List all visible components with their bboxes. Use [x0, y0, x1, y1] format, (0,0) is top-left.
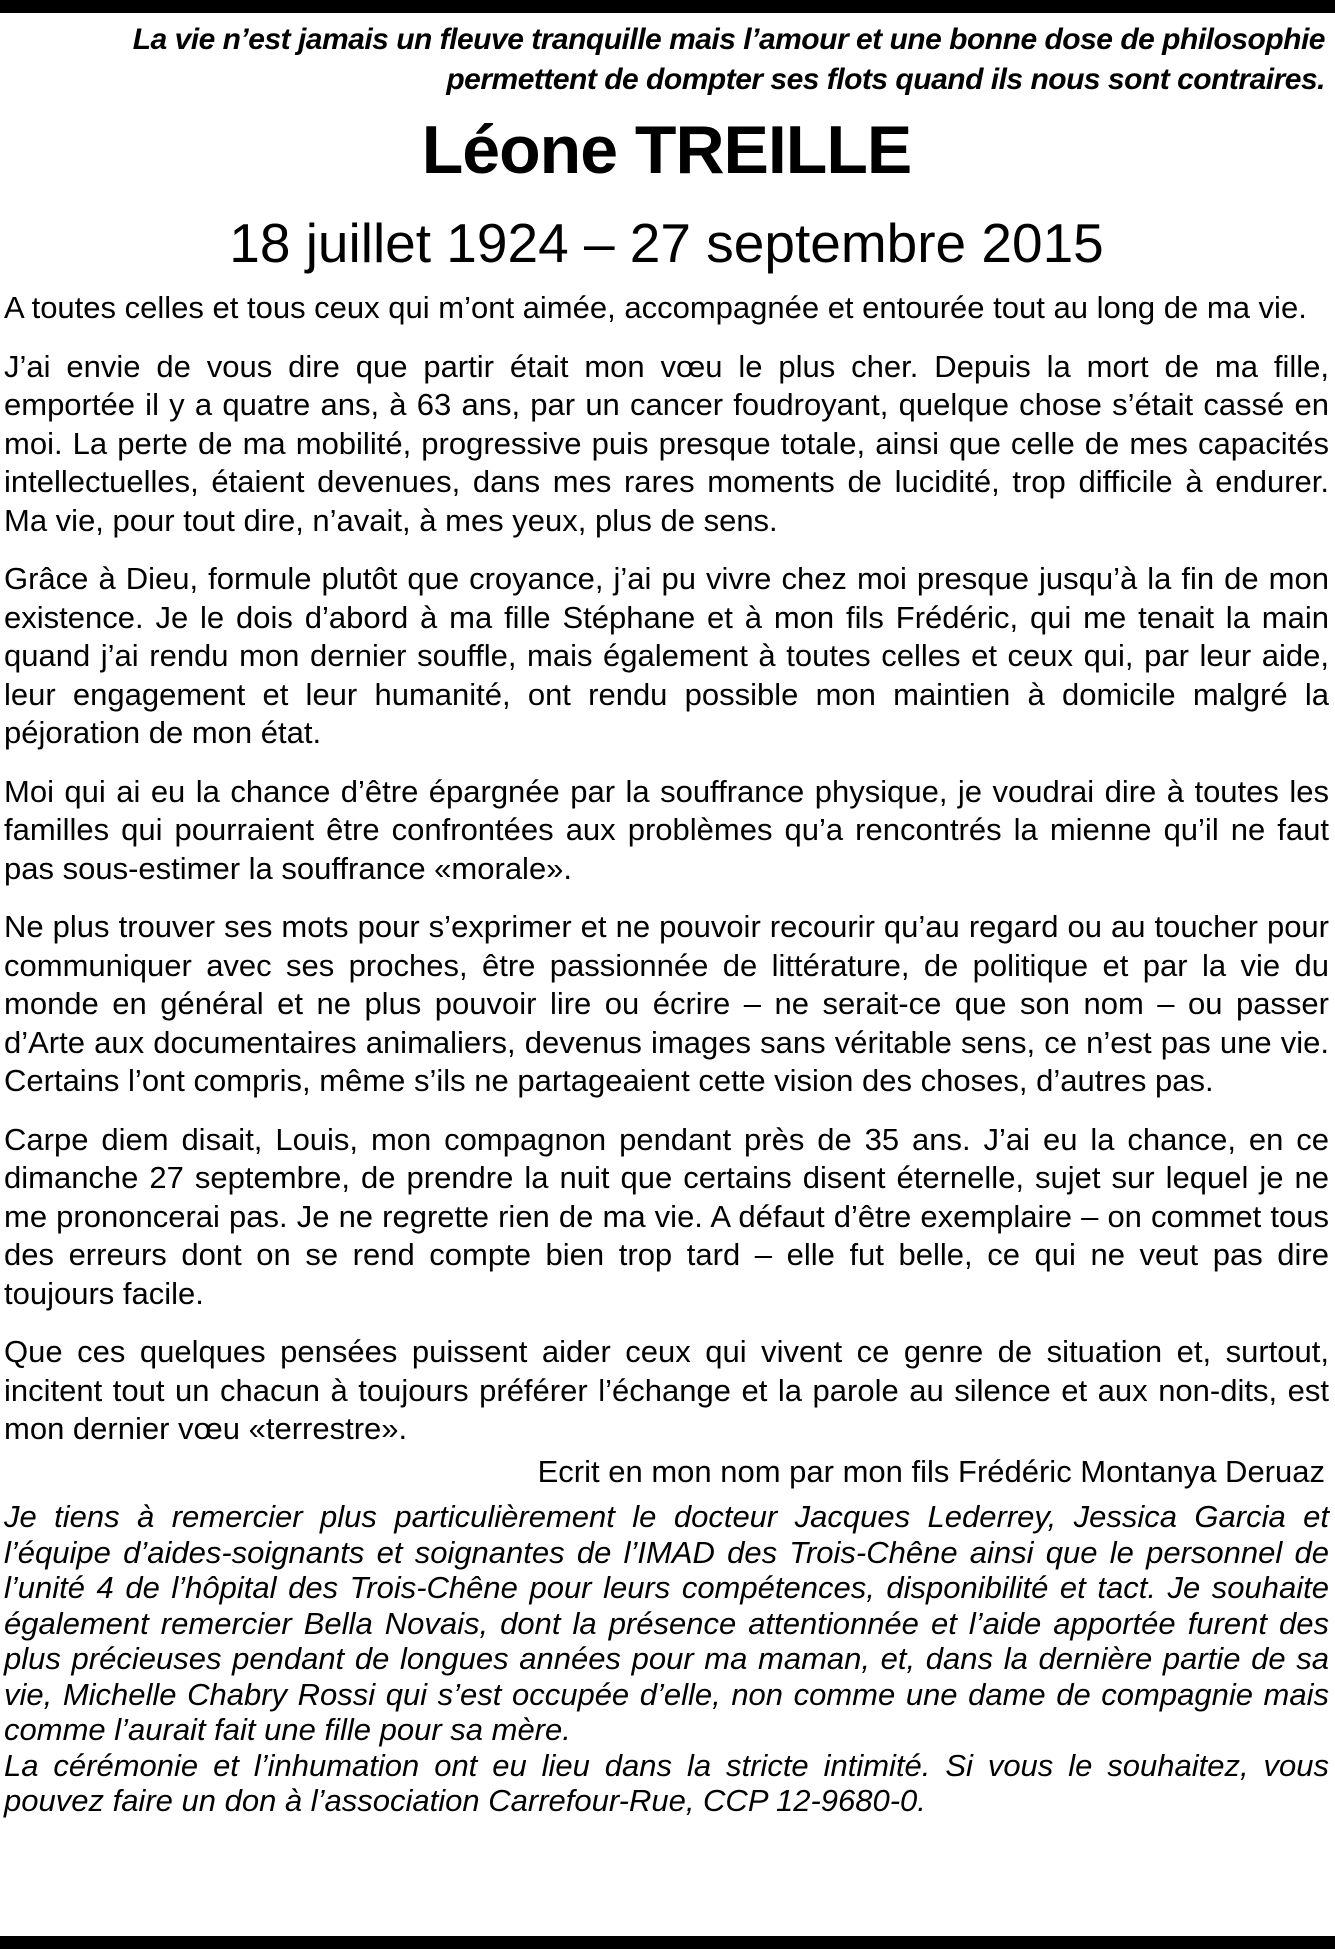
epigraph	[4, 20, 1329, 100]
acknowledgements	[4, 1499, 1329, 1819]
acknowledgement-paragraph: La cérémonie et l’inhumation ont eu lieu dans la stricte intimité. Si vous le souhaitez, vous pouvez faire un don à l’association Carrefour-Rue, CCP 12-9680-0.	[4, 1747, 1329, 1818]
top-border	[0, 0, 1335, 13]
notice-content	[0, 13, 1335, 1819]
obituary-paragraph: Carpe diem disait, Louis, mon compagnon pendant près de 35 ans. J’ai eu la chance, en ce dimanche 27 septembre, de prendre la nuit que certains disent éternelle, sujet sur lequel je ne me prononcerai pas. Je ne regrette rien de ma vie. A défaut d’être exemplaire – on commet tous des erreurs dont on se rend compte bien trop tard – elle fut belle, ce qui ne veut pas dire toujours facile.	[4, 1121, 1329, 1311]
epigraph-line-1: La vie n’est jamais un fleuve tranquille mais l’amour et une bonne dose de philosophie	[132, 23, 1325, 56]
signature-line: Ecrit en mon nom par mon fils Frédéric Montanya Deruaz	[537, 1453, 1325, 1489]
epigraph-line-2: permettent de dompter ses flots quand ils nous sont contraires.	[446, 63, 1325, 96]
obituary-body	[4, 289, 1329, 1449]
acknowledgement-paragraph: Je tiens à remercier plus particulièrement le docteur Jacques Lederrey, Jessica Garcia et l’équipe d’aides-soignants et soignantes de l’IMAD des Trois-Chêne ainsi que le personnel de l’unité 4 de l’hôpital des Trois-Chêne pour leurs compétences, disponibilité et tact. Je souhaite également remercier Bella Novais, dont la présence attentionnée et l’aide apportée furent des plus précieuses pendant de longues années pour ma maman, et, dans la dernière partie de sa vie, Michelle Chabry Rossi qui s’est occupée d’elle, non comme une dame de compagnie mais comme l’aurait fait une fille pour sa mère.	[4, 1499, 1329, 1747]
obituary-paragraph: J’ai envie de vous dire que partir était mon vœu le plus cher. Depuis la mort de ma fille, emportée il y a quatre ans, à 63 ans, par un cancer foudroyant, quelque chose s’était cassé en moi. La perte de ma mobilité, progressive puis presque totale, ainsi que celle de mes capacités intellectuelles, étaient devenues, dans mes rares moments de lucidité, trop difficile à endurer. Ma vie, pour tout dire, n’avait, à mes yeux, plus de sens.	[4, 348, 1329, 538]
obituary-paragraph: Ne plus trouver ses mots pour s’exprimer et ne pouvoir recourir qu’au regard ou au toucher pour communiquer avec ses proches, être passionnée de littérature, de politique et par la vie du monde en général et ne plus pouvoir lire ou écrire – ne serait-ce que son nom – ou passer d’Arte aux documentaires animaliers, devenus images sans véritable sens, ce n’est pas une vie. Certains l’ont compris, même s’ils ne partageaient cette vision des choses, d’autres pas.	[4, 909, 1329, 1098]
obituary-paragraph: Moi qui ai eu la chance d’être épargnée par la souffrance physique, je voudrai dire à toutes les familles qui pourraient être confrontées aux problèmes qu’a rencontrés la mienne qu’il ne faut pas sous-estimer la souffrance «morale».	[4, 773, 1329, 886]
life-dates: 18 juillet 1924 – 27 septembre 2015	[229, 212, 1104, 274]
obituary-paragraph: Que ces quelques pensées puissent aider ceux qui vivent ce genre de situation et, surtout, incitent tout un chacun à toujours préférer l’échange et la parole au silence et aux non-dits, est mon dernier vœu «terrestre».	[4, 1334, 1329, 1446]
deceased-name: Léone TREILLE	[421, 112, 912, 188]
bottom-border	[0, 1936, 1335, 1949]
obituary-paragraph: Grâce à Dieu, formule plutôt que croyance, j’ai pu vivre chez moi presque jusqu’à la fin de mon existence. Je le dois d’abord à ma fille Stéphane et à mon fils Frédéric, qui me tenait la main quand j’ai rendu mon dernier souffle, mais également à toutes celles et ceux qui, par leur aide, leur engagement et leur humanité, ont rendu possible mon maintien à domicile malgré la péjoration de mon état.	[4, 561, 1329, 750]
obituary-paragraph: A toutes celles et tous ceux qui m’ont aimée, accompagnée et entourée tout au long de ma vie.	[4, 290, 1307, 325]
